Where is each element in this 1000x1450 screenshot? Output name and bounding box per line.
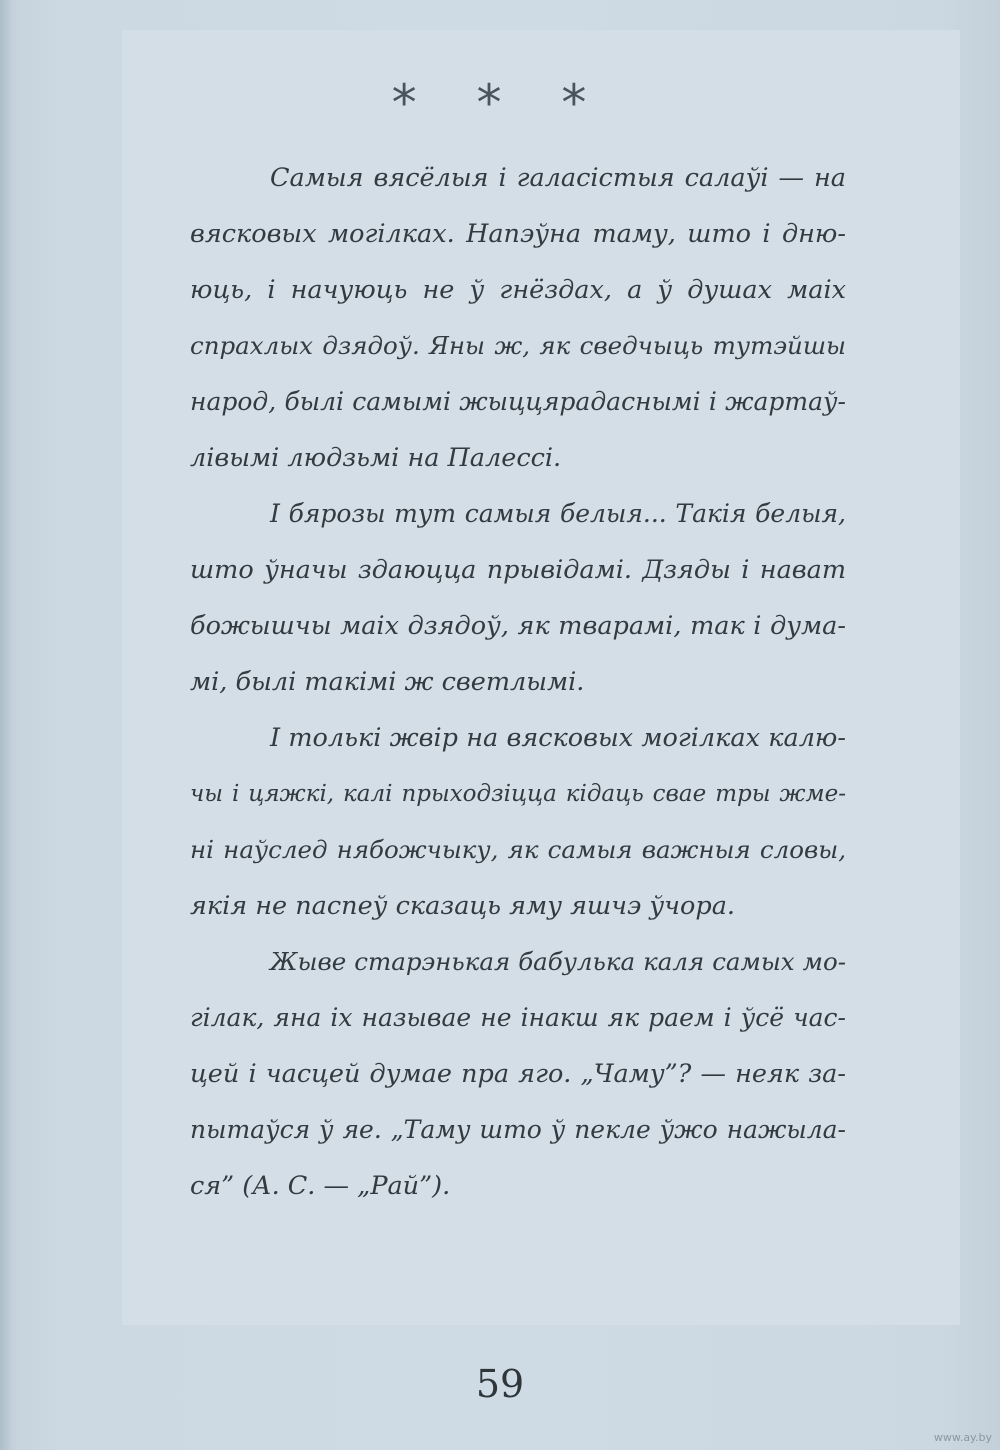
page-edge (0, 0, 14, 1450)
watermark: www.ay.by (933, 1431, 992, 1444)
page-number: 59 (475, 1362, 525, 1406)
paragraph-2 (190, 486, 846, 710)
text-line: гілак, яна іх называе не інакш як раем і ўсё час- (190, 1003, 846, 1032)
text-line: Самыя вясёлыя і галасістыя салаўі — на (270, 163, 846, 193)
text-line: юць, і начуюць не ў гнёздах, а ў душах маіх (190, 275, 846, 305)
text-line: народ, былі самымі жыццярадаснымі і жартаў- (190, 387, 846, 416)
paragraph-3 (190, 710, 846, 934)
text-line: якія не паспеў сказаць яму яшчэ ўчора. (190, 891, 736, 921)
text-line: лівымі людзьмі на Палессі. (190, 443, 562, 473)
text-line: І толькі жвір на вясковых могілках калю- (270, 723, 846, 753)
text-line: вясковых могілках. Напэўна таму, што і дню- (190, 219, 846, 249)
text-line: мі, былі такімі ж светлымі. (190, 667, 585, 697)
text-line: што ўначы здаюцца прывідамі. Дзяды і нават (190, 555, 846, 585)
text-block (190, 150, 846, 1214)
text-line: пытаўся ў яе. „Таму што ў пекле ўжо нажыла- (190, 1115, 846, 1144)
text-line: чы і цяжкі, калі прыходзіцца кідаць свае тры жме- (190, 781, 846, 807)
paragraph-4 (190, 934, 846, 1214)
text-line: ся” (А. С. — „Рай”). (190, 1171, 451, 1201)
text-line: ні наўслед нябожчыку, як самыя важныя словы, (190, 835, 846, 864)
section-ornament: * * * (391, 74, 609, 132)
text-line: спрахлых дзядоў. Яны ж, як сведчыць тутэйшы (190, 331, 846, 360)
text-line: божышчы маіх дзядоў, як тварамі, так і дума- (190, 611, 846, 641)
paragraph-1 (190, 150, 846, 486)
text-line: І бярозы тут самыя белыя... Такія белыя, (270, 499, 846, 528)
text-line: Жыве старэнькая бабулька каля самых мо- (270, 947, 846, 976)
text-line: цей і часцей думае пра яго. „Чаму”? — неяк за- (190, 1059, 846, 1089)
